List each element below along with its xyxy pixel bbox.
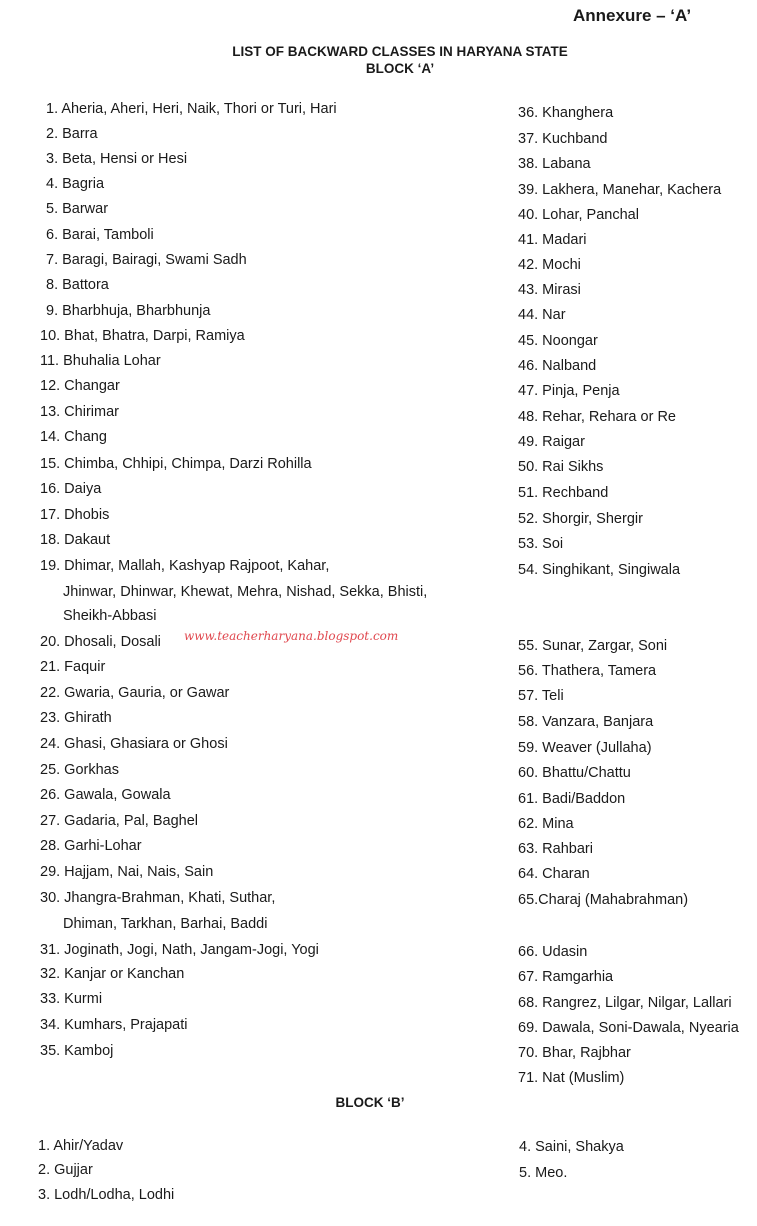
block-a-heading: BLOCK ‘A’ — [365, 61, 435, 76]
list-item: 67. Ramgarhia — [518, 969, 614, 985]
list-item: 61. Badi/Baddon — [518, 791, 626, 807]
list-item: 4. Bagria — [46, 176, 105, 192]
list-item: 60. Bhattu/Chattu — [518, 765, 631, 781]
list-item: 38. Labana — [518, 156, 591, 172]
list-item: 42. Mochi — [518, 257, 581, 273]
list-item: 32. Kanjar or Kanchan — [40, 966, 185, 982]
list-item: 69. Dawala, Soni-Dawala, Nyearia — [518, 1020, 739, 1036]
list-item: 1. Ahir/Yadav — [38, 1138, 124, 1154]
list-item: 15. Chimba, Chhipi, Chimpa, Darzi Rohilla — [40, 456, 312, 472]
list-item: 9. Bharbhuja, Bharbhunja — [46, 303, 211, 319]
list-item: 7. Baragi, Bairagi, Swami Sadh — [46, 252, 247, 268]
list-item: 5. Barwar — [46, 201, 109, 217]
list-item: 8. Battora — [46, 277, 109, 293]
list-item: 68. Rangrez, Lilgar, Nilgar, Lallari — [518, 995, 732, 1011]
annexure-label: Annexure – ‘A’ — [573, 6, 692, 25]
list-item: 47. Pinja, Penja — [518, 383, 620, 399]
list-item: 64. Charan — [518, 866, 590, 882]
list-item: 59. Weaver (Jullaha) — [518, 740, 652, 756]
list-item: 26. Gawala, Gowala — [40, 787, 171, 803]
list-item: 33. Kurmi — [40, 991, 103, 1007]
list-item: 16. Daiya — [40, 481, 102, 497]
list-item: 71. Nat (Muslim) — [518, 1070, 625, 1086]
list-item: 36. Khanghera — [518, 105, 614, 121]
list-item: 19. Dhimar, Mallah, Kashyap Rajpoot, Kahar, — [40, 558, 330, 574]
list-item: 70. Bhar, Rajbhar — [518, 1045, 631, 1061]
list-item: 30. Jhangra-Brahman, Khati, Suthar, — [40, 890, 276, 906]
list-item: 2. Barra — [46, 126, 98, 142]
list-item: 65.Charaj (Mahabrahman) — [518, 892, 689, 908]
list-item: 58. Vanzara, Banjara — [518, 714, 654, 730]
list-item: 13. Chirimar — [40, 404, 119, 420]
list-item: 1. Aheria, Aheri, Heri, Naik, Thori or Turi, Hari — [46, 101, 337, 117]
list-item: 20. Dhosali, Dosali — [40, 634, 161, 650]
list-item: 53. Soi — [518, 536, 564, 552]
list-item: 17. Dhobis — [40, 507, 110, 523]
list-item-continuation: Dhiman, Tarkhan, Barhai, Baddi — [63, 916, 268, 932]
list-item: 2. Gujjar — [38, 1162, 93, 1178]
list-item: 6. Barai, Tamboli — [46, 227, 154, 243]
list-item: 50. Rai Sikhs — [518, 459, 604, 475]
list-item: 31. Joginath, Jogi, Nath, Jangam-Jogi, Yogi — [40, 942, 319, 958]
list-item: 41. Madari — [518, 232, 587, 248]
document-title: LIST OF BACKWARD CLASSES IN HARYANA STATE — [232, 44, 568, 59]
list-item: 24. Ghasi, Ghasiara or Ghosi — [40, 736, 228, 752]
list-item: 40. Lohar, Panchal — [518, 207, 639, 223]
list-item: 25. Gorkhas — [40, 762, 119, 778]
list-item: 34. Kumhars, Prajapati — [40, 1017, 188, 1033]
list-item: 48. Rehar, Rehara or Re — [518, 409, 676, 425]
list-item: 49. Raigar — [518, 434, 585, 450]
list-item: 5. Meo. — [519, 1165, 568, 1181]
list-item: 63. Rahbari — [518, 841, 593, 857]
list-item: 62. Mina — [518, 816, 574, 832]
list-item-continuation: Jhinwar, Dhinwar, Khewat, Mehra, Nishad, Sekka, Bhisti, — [63, 584, 428, 600]
list-item: 3. Beta, Hensi or Hesi — [46, 151, 188, 167]
list-item: 3. Lodh/Lodha, Lodhi — [38, 1187, 175, 1203]
list-item: 37. Kuchband — [518, 131, 608, 147]
block-b-heading: BLOCK ‘B’ — [335, 1095, 405, 1110]
list-item: 14. Chang — [40, 429, 107, 445]
list-item: 4. Saini, Shakya — [519, 1139, 624, 1155]
list-item: 12. Changar — [40, 378, 120, 394]
list-item: 29. Hajjam, Nai, Nais, Sain — [40, 864, 214, 880]
list-item: 11. Bhuhalia Lohar — [40, 353, 161, 369]
list-item: 44. Nar — [518, 307, 566, 323]
list-item: 45. Noongar — [518, 333, 598, 349]
list-item: 66. Udasin — [518, 944, 588, 960]
list-item: 43. Mirasi — [518, 282, 581, 298]
list-item: 56. Thathera, Tamera — [518, 663, 657, 679]
list-item: 10. Bhat, Bhatra, Darpi, Ramiya — [40, 328, 245, 344]
list-item: 46. Nalband — [518, 358, 597, 374]
list-item: 54. Singhikant, Singiwala — [518, 562, 681, 578]
list-item: 23. Ghirath — [40, 710, 112, 726]
list-item: 27. Gadaria, Pal, Baghel — [40, 813, 198, 829]
list-item: 22. Gwaria, Gauria, or Gawar — [40, 685, 230, 701]
list-item: 57. Teli — [518, 688, 564, 704]
list-item: 39. Lakhera, Manehar, Kachera — [518, 182, 722, 198]
list-item: 52. Shorgir, Shergir — [518, 511, 643, 527]
list-item: 21. Faquir — [40, 659, 106, 675]
list-item-continuation: Sheikh-Abbasi — [63, 608, 157, 624]
watermark-url: www.teacherharyana.blogspot.com — [184, 629, 399, 643]
list-item: 18. Dakaut — [40, 532, 111, 548]
list-item: 35. Kamboj — [40, 1043, 114, 1059]
list-item: 28. Garhi-Lohar — [40, 838, 142, 854]
list-item: 55. Sunar, Zargar, Soni — [518, 638, 668, 654]
list-item: 51. Rechband — [518, 485, 609, 501]
